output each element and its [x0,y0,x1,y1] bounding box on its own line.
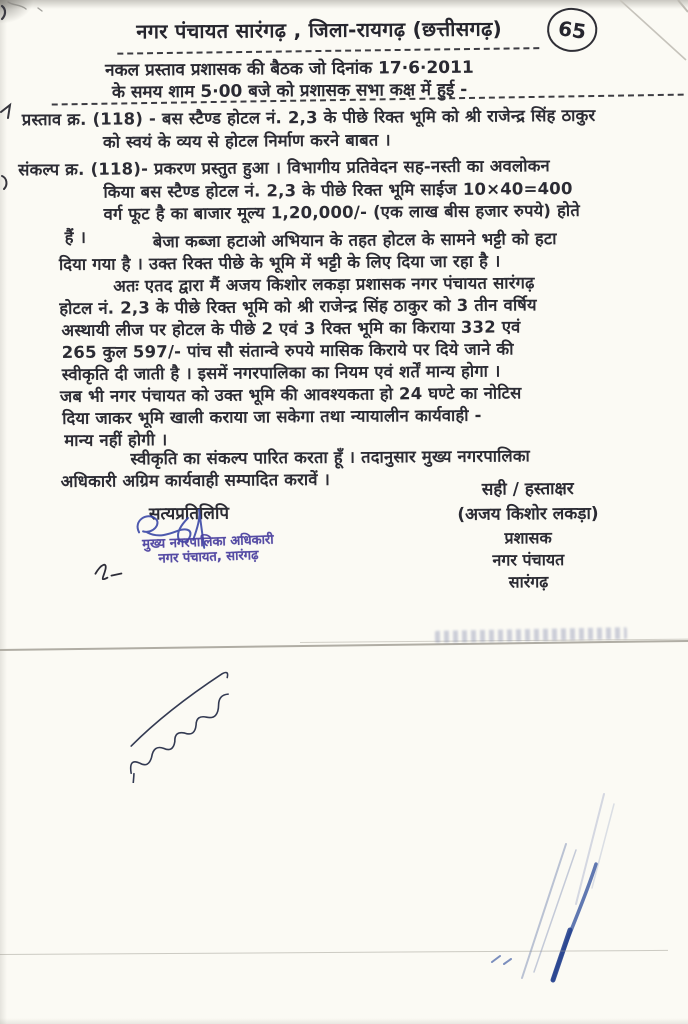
resolution-line: होटल नं. 2,3 के पीछे रिक्त भूमि को श्री राजेन्द्र सिंह ठाकुर को 3 तीन वर्षिय [59,295,537,319]
attestation-label: सत्यप्रतिलिपि [148,503,230,525]
stamp-line-1: मुख्य नगरपालिका अधिकारी [141,532,274,553]
resolution-line: मान्य नहीं होगी । [64,430,168,450]
cmo-stamp [103,531,314,569]
meeting-line-1: नकल प्रस्ताव प्रशासक की बैठक जो दिनांक 17·6·2011 [105,57,474,81]
proposal-line: प्रस्ताव क्र. (118) - बस स्टैण्ड होटल नं. 2,3 के पीछे रिक्त भूमि को श्री राजेन्द्र सिंह ठाकुर [21,105,596,130]
page-number: 65 [556,16,588,44]
resolution-line: संकल्प क्र. (118)- प्रकरण प्रस्तुत हुआ । विभागीय प्रतिवेदन सह-नस्ती का अवलोकन [18,156,550,180]
signatory-heading: सही / हस्ताक्षर [481,478,574,500]
corner-crease [600,0,688,70]
diagonal-signature-scribble [80,648,290,783]
page-number-circle [544,5,600,56]
page-title: नगर पंचायत सारंगढ़ , जिला-रायगढ़ (छत्तीसगढ़) [136,16,503,44]
resolution-line: दिया गया है । उक्त रिक्त पीछे के भूमि में भट्टी के लिए दिया जा रहा है । [58,251,501,275]
signatory-block [433,476,624,593]
resolution-line: जब भी नगर पंचायत को उक्त भूमि की आवश्यकता हो 24 घण्टे का नोटिस [59,383,522,407]
stamp-line-2: नगर पंचायत, सारंगढ़ [158,548,259,567]
resolution-line: हैं । [64,227,87,247]
resolution-line: स्वीकृति का संकल्प पारित करता हूँ । तदानुसार मुख्य नगरपालिका [130,446,531,469]
edge-ink-marks [0,0,60,200]
signatory-designation: प्रशासक [504,528,552,548]
resolution-line: अस्थायी लीज पर होटल के पीछे 2 एवं 3 रिक्त भूमि का किराया 332 एवं [61,317,521,340]
resolution-line: दिया जाकर भूमि खाली कराया जा सकेगा तथा न्यायालीन कार्यवाही - [62,405,482,428]
resolution-line: वर्ग फूट है का बाजार मूल्य 1,20,000/- (एक लाख बीस हजार रुपये) होते [103,200,580,224]
resolution-line: अतः एतद द्वारा मैं अजय किशोर लकड़ा प्रशासक नगर पंचायत सारंगढ़ [113,273,535,296]
resolution-line: स्वीकृति दी जाती है । इसमें नगरपालिका का नियम एवं शर्तें मान्य होगा । [61,361,501,384]
signatory-org-1: नगर पंचायत [492,550,565,570]
resolution-line: बेजा कब्जा हटाओ अभियान के तहत होटल के सामने भट्टी को हटा [152,229,557,252]
meeting-line-2: के समय शाम 5·00 बजे को प्रशासक सभा कक्ष में हुई - [111,79,468,103]
ink-streaks [452,772,647,987]
resolution-line: किया बस स्टैण्ड होटल नं. 2,3 के पीछे रिक्त भूमि साईज 10×40=400 [103,178,573,202]
resolution-line: अधिकारी अग्रिम कार्यवाही सम्पादित करावें । [60,469,331,492]
signatory-org-2: सारंगढ़ [508,572,549,592]
proposal-line: को स्वयं के व्यय से होटल निर्माण करने बाबत । [102,130,391,152]
resolution-line: 265 कुल 597/- पांच सौ संतान्वे रुपये मासिक किराये पर दिये जाने की [61,339,514,362]
checkmark-scribble [91,552,125,586]
signatory-name: (अजय किशोर लकड़ा) [457,503,599,525]
title-underline [117,47,539,55]
